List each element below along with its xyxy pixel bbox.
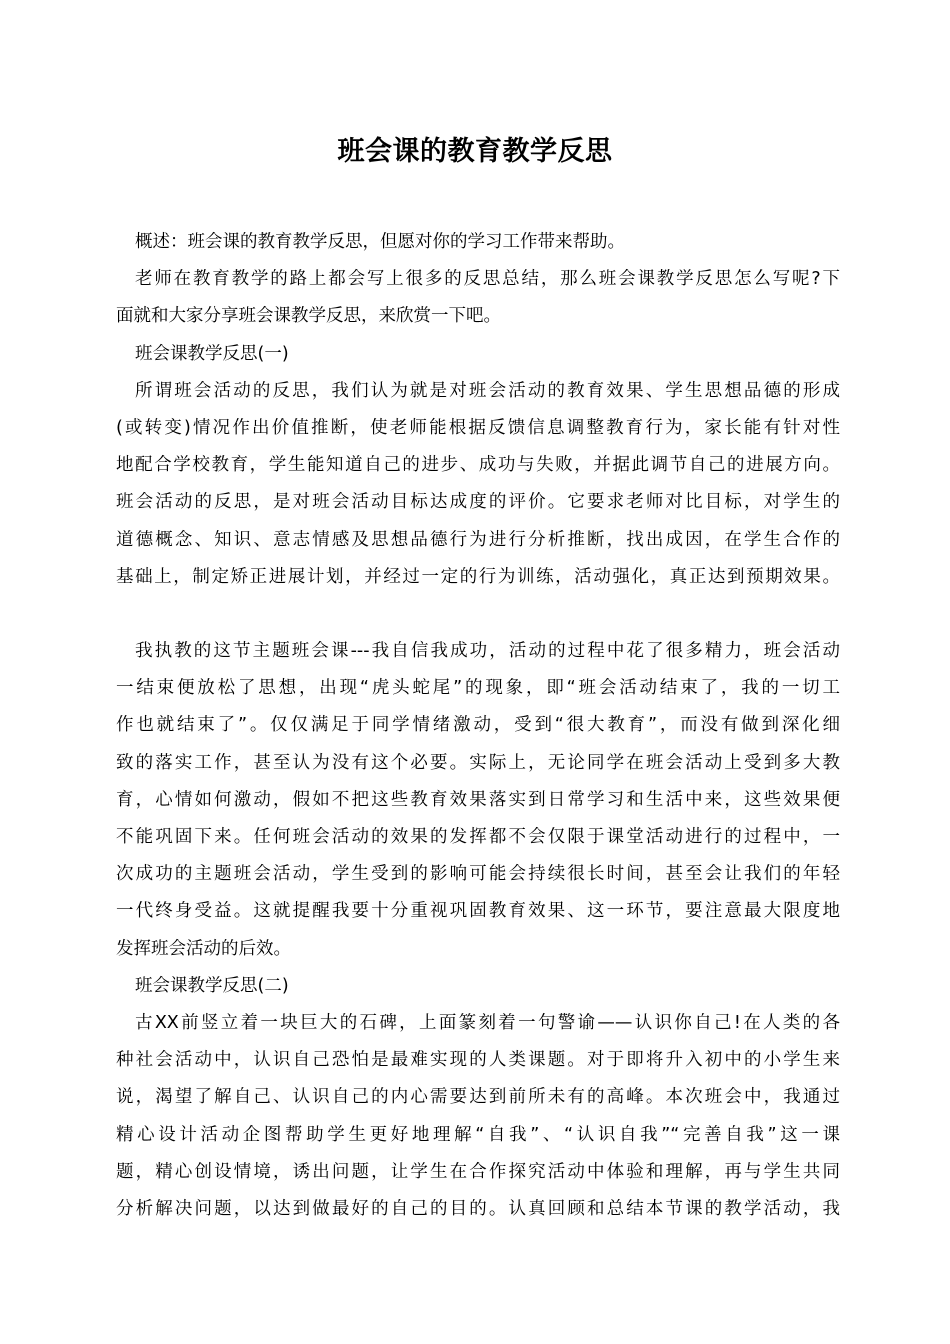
paragraph-gap bbox=[116, 596, 840, 633]
paragraph-line: 一代终身受益。这就提醒我要十分重视巩固教育效果、这一环节，要注意最大限度地 bbox=[116, 901, 840, 922]
paragraph-line: 精心设计活动企图帮助学生更好地理解“自我”、“认识自我”“完善自我”这一课 bbox=[116, 1124, 840, 1145]
paragraph-line: 种社会活动中，认识自己恐怕是最难实现的人类课题。对于即将升入初中的小学生来 bbox=[116, 1050, 840, 1071]
paragraph-line: 班会活动的反思，是对班会活动目标达成度的评价。它要求老师对比目标，对学生的 bbox=[116, 492, 840, 513]
paragraph-line: 不能巩固下来。任何班会活动的效果的发挥都不会仅限于课堂活动进行的过程中，一 bbox=[116, 827, 840, 847]
paragraph-line: 我执教的这节主题班会课---我自信我成功，活动的过程中花了很多精力，班会活动 bbox=[135, 641, 840, 662]
paragraph-line: 作也就结束了”。仅仅满足于同学情绪激动，受到“很大教育”，而没有做到深化细 bbox=[116, 715, 840, 736]
paragraph-line: 面就和大家分享班会课教学反思，来欣赏一下吧。 bbox=[116, 306, 501, 327]
paragraph-line: 题，精心创设情境，诱出问题，让学生在合作探究活动中体验和理解，再与学生共同 bbox=[116, 1161, 840, 1182]
section-heading: 班会课教学反思(一) bbox=[135, 343, 289, 364]
document-title: 班会课的教育教学反思 bbox=[337, 136, 613, 167]
paragraph-line: 地配合学校教育，学生能知道自己的进步、成功与失败，并据此调节自己的进展方向。 bbox=[116, 455, 840, 476]
paragraph-line: (或转变)情况作出价值推断，使老师能根据反馈信息调整教育行为，家长能有针对性 bbox=[116, 417, 840, 438]
paragraph-line: 发挥班会活动的后效。 bbox=[116, 938, 291, 959]
paragraph-line: 古XX前竖立着一块巨大的石碑，上面篆刻着一句警谕——认识你自己!在人类的各 bbox=[135, 1012, 840, 1033]
paragraph-line: 老师在教育教学的路上都会写上很多的反思总结，那么班会课教学反思怎么写呢?下 bbox=[135, 269, 840, 290]
paragraph-line: 次成功的主题班会活动，学生受到的影响可能会持续很长时间，甚至会让我们的年轻 bbox=[116, 864, 840, 885]
paragraph-line: 分析解决问题，以达到做最好的自己的目的。认真回顾和总结本节课的教学活动，我 bbox=[116, 1198, 840, 1219]
summary-line: 概述：班会课的教育教学反思，但愿对你的学习工作带来帮助。 bbox=[135, 232, 625, 252]
paragraph-line: 基础上，制定矫正进展计划，并经过一定的行为训练，活动强化，真正达到预期效果。 bbox=[116, 566, 840, 587]
paragraph-line: 所谓班会活动的反思，我们认为就是对班会活动的教育效果、学生思想品德的形成 bbox=[135, 380, 840, 401]
paragraph-line: 育，心情如何激动，假如不把这些教育效果落实到日常学习和生活中来，这些效果便 bbox=[116, 789, 840, 810]
document-body bbox=[116, 224, 840, 1228]
paragraph-line: 一结束便放松了思想，出现“虎头蛇尾”的现象，即“班会活动结束了，我的一切工 bbox=[116, 678, 840, 699]
paragraph-line: 说，渴望了解自己、认识自己的内心需要达到前所未有的高峰。本次班会中，我通过 bbox=[116, 1087, 840, 1108]
paragraph-line: 道德概念、知识、意志情感及思想品德行为进行分析推断，找出成因，在学生合作的 bbox=[116, 529, 840, 550]
paragraph-line: 致的落实工作，甚至认为没有这个必要。实际上，无论同学在班会活动上受到多大教 bbox=[116, 752, 840, 773]
section-heading: 班会课教学反思(二) bbox=[135, 975, 289, 996]
